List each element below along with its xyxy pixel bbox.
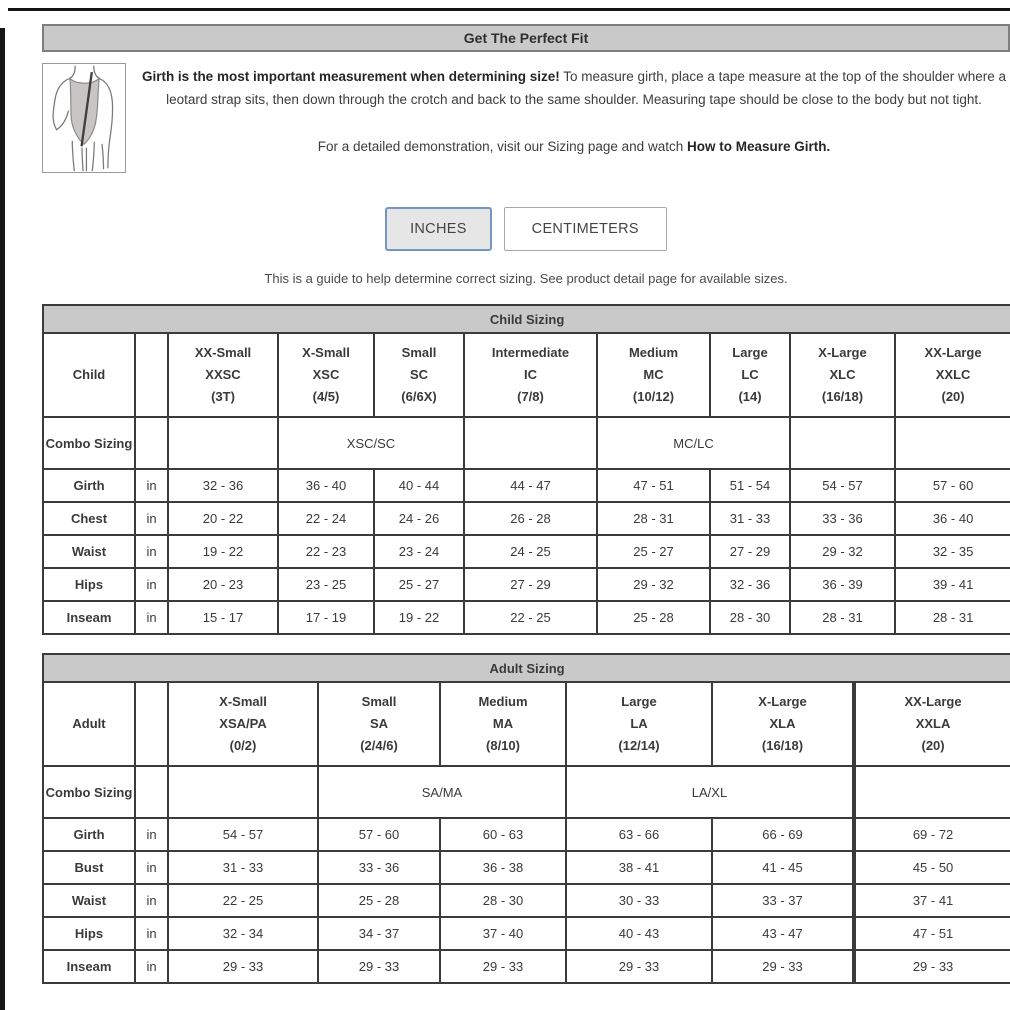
inches-button[interactable]: INCHES [385, 207, 492, 251]
girth-instruction-rest: To measure girth, place a tape measure at the top of the shoulder where a leotard strap sits, then down through the crotch and back to the same shoulder. Measuring tape should be close to the body but not tight. [166, 69, 1007, 107]
value-cell: 36 - 40 [278, 469, 374, 502]
child-col-x-small: X-Small XSC (4/5) [278, 333, 374, 417]
child-chest-row [43, 502, 1010, 535]
adult-bust-row [43, 851, 1010, 884]
adult-combo-row [43, 766, 1010, 818]
unit-cell: in [135, 502, 168, 535]
adult-combo-sa-ma: SA/MA [318, 766, 566, 818]
unit-cell: in [135, 884, 168, 917]
value-cell: 33 - 36 [790, 502, 895, 535]
unit-cell: in [135, 568, 168, 601]
value-cell: 37 - 40 [440, 917, 566, 950]
adult-combo-la-xl: LA/XL [566, 766, 854, 818]
child-hips-row [43, 568, 1010, 601]
value-cell: 22 - 25 [464, 601, 597, 634]
value-cell: 28 - 31 [790, 601, 895, 634]
row-label: Hips [43, 568, 135, 601]
value-cell: 33 - 36 [318, 851, 440, 884]
value-cell: 29 - 33 [566, 950, 712, 983]
sizing-guide-note: This is a guide to help determine correct sizing. See product detail page for available sizes. [264, 271, 788, 286]
value-cell: 40 - 43 [566, 917, 712, 950]
left-border-strip [0, 28, 5, 1010]
adult-hips-row [43, 917, 1010, 950]
adult-col-x-large: X-Large XLA (16/18) [712, 682, 854, 766]
leotard-figure-icon [43, 64, 125, 172]
empty-cell [168, 417, 278, 469]
adult-girth-row [43, 818, 1010, 851]
value-cell: 25 - 28 [318, 884, 440, 917]
row-label: Inseam [43, 601, 135, 634]
unit-cell: in [135, 851, 168, 884]
value-cell: 28 - 31 [597, 502, 710, 535]
value-cell: 29 - 33 [318, 950, 440, 983]
value-cell: 22 - 25 [168, 884, 318, 917]
unit-header-cell [135, 333, 168, 417]
adult-col-small: Small SA (2/4/6) [318, 682, 440, 766]
child-table-title: Child Sizing [43, 305, 1010, 333]
value-cell: 29 - 33 [712, 950, 854, 983]
value-cell: 25 - 28 [597, 601, 710, 634]
content-area [42, 24, 1010, 984]
child-sizing-table [42, 304, 1010, 635]
adult-header-row [43, 682, 1010, 766]
unit-header-cell [135, 682, 168, 766]
unit-toggle [42, 207, 1010, 251]
value-cell: 19 - 22 [374, 601, 464, 634]
child-col-xx-large: XX-Large XXLC (20) [895, 333, 1010, 417]
value-cell: 37 - 41 [854, 884, 1010, 917]
child-waist-row [43, 535, 1010, 568]
value-cell: 41 - 45 [712, 851, 854, 884]
adult-col-medium: Medium MA (8/10) [440, 682, 566, 766]
demo-line [138, 135, 1010, 158]
value-cell: 54 - 57 [168, 818, 318, 851]
adult-waist-row [43, 884, 1010, 917]
value-cell: 54 - 57 [790, 469, 895, 502]
child-col-large: Large LC (14) [710, 333, 790, 417]
demo-line-bold: How to Measure Girth. [686, 139, 831, 154]
value-cell: 15 - 17 [168, 601, 278, 634]
child-col-small: Small SC (6/6X) [374, 333, 464, 417]
empty-cell [135, 766, 168, 818]
girth-instruction-paragraph [138, 65, 1010, 111]
child-row-header: Child [43, 333, 135, 417]
unit-cell: in [135, 469, 168, 502]
value-cell: 33 - 37 [712, 884, 854, 917]
child-combo-mc-lc: MC/LC [597, 417, 790, 469]
empty-cell [168, 766, 318, 818]
value-cell: 63 - 66 [566, 818, 712, 851]
value-cell: 17 - 19 [278, 601, 374, 634]
value-cell: 32 - 35 [895, 535, 1010, 568]
page-title: Get The Perfect Fit [42, 24, 1010, 52]
value-cell: 39 - 41 [895, 568, 1010, 601]
unit-cell: in [135, 818, 168, 851]
value-cell: 19 - 22 [168, 535, 278, 568]
child-inseam-row [43, 601, 1010, 634]
value-cell: 44 - 47 [464, 469, 597, 502]
empty-cell [895, 417, 1010, 469]
centimeters-button[interactable]: CENTIMETERS [504, 207, 667, 251]
value-cell: 31 - 33 [168, 851, 318, 884]
value-cell: 29 - 32 [790, 535, 895, 568]
child-col-xx-small: XX-Small XXSC (3T) [168, 333, 278, 417]
value-cell: 45 - 50 [854, 851, 1010, 884]
child-combo-row [43, 417, 1010, 469]
row-label: Hips [43, 917, 135, 950]
value-cell: 23 - 24 [374, 535, 464, 568]
empty-cell [464, 417, 597, 469]
adult-table-title: Adult Sizing [43, 654, 1010, 682]
top-border-line [8, 8, 1010, 11]
value-cell: 34 - 37 [318, 917, 440, 950]
adult-row-header: Adult [43, 682, 135, 766]
value-cell: 66 - 69 [712, 818, 854, 851]
row-label: Girth [43, 469, 135, 502]
value-cell: 30 - 33 [566, 884, 712, 917]
value-cell: 28 - 30 [440, 884, 566, 917]
girth-measurement-diagram [42, 63, 126, 173]
row-label: Waist [43, 535, 135, 568]
child-col-intermediate: Intermediate IC (7/8) [464, 333, 597, 417]
row-label: Bust [43, 851, 135, 884]
combo-sizing-label: Combo Sizing [43, 766, 135, 818]
value-cell: 28 - 30 [710, 601, 790, 634]
child-col-x-large: X-Large XLC (16/18) [790, 333, 895, 417]
value-cell: 36 - 39 [790, 568, 895, 601]
value-cell: 20 - 23 [168, 568, 278, 601]
value-cell: 26 - 28 [464, 502, 597, 535]
unit-cell: in [135, 535, 168, 568]
row-label: Waist [43, 884, 135, 917]
empty-cell [790, 417, 895, 469]
value-cell: 24 - 25 [464, 535, 597, 568]
row-label: Girth [43, 818, 135, 851]
unit-cell: in [135, 950, 168, 983]
value-cell: 24 - 26 [374, 502, 464, 535]
value-cell: 27 - 29 [710, 535, 790, 568]
child-header-row [43, 333, 1010, 417]
child-col-medium: Medium MC (10/12) [597, 333, 710, 417]
value-cell: 29 - 33 [168, 950, 318, 983]
child-combo-xsc-sc: XSC/SC [278, 417, 464, 469]
girth-instruction-bold: Girth is the most important measurement when determining size! [141, 69, 560, 84]
adult-sizing-table [42, 653, 1010, 984]
child-girth-row [43, 469, 1010, 502]
child-title-row [43, 305, 1010, 333]
value-cell: 40 - 44 [374, 469, 464, 502]
value-cell: 36 - 40 [895, 502, 1010, 535]
value-cell: 60 - 63 [440, 818, 566, 851]
demo-line-text: For a detailed demonstration, visit our Sizing page and watch [317, 139, 687, 154]
value-cell: 22 - 24 [278, 502, 374, 535]
value-cell: 31 - 33 [710, 502, 790, 535]
value-cell: 29 - 33 [440, 950, 566, 983]
value-cell: 38 - 41 [566, 851, 712, 884]
value-cell: 20 - 22 [168, 502, 278, 535]
value-cell: 32 - 36 [710, 568, 790, 601]
value-cell: 29 - 33 [854, 950, 1010, 983]
value-cell: 32 - 36 [168, 469, 278, 502]
value-cell: 47 - 51 [597, 469, 710, 502]
value-cell: 29 - 32 [597, 568, 710, 601]
adult-col-large: Large LA (12/14) [566, 682, 712, 766]
value-cell: 43 - 47 [712, 917, 854, 950]
adult-inseam-row [43, 950, 1010, 983]
value-cell: 36 - 38 [440, 851, 566, 884]
value-cell: 22 - 23 [278, 535, 374, 568]
value-cell: 27 - 29 [464, 568, 597, 601]
unit-cell: in [135, 917, 168, 950]
value-cell: 57 - 60 [895, 469, 1010, 502]
value-cell: 57 - 60 [318, 818, 440, 851]
empty-cell [135, 417, 168, 469]
unit-cell: in [135, 601, 168, 634]
empty-cell [854, 766, 1010, 818]
value-cell: 32 - 34 [168, 917, 318, 950]
adult-col-x-small: X-Small XSA/PA (0/2) [168, 682, 318, 766]
value-cell: 23 - 25 [278, 568, 374, 601]
value-cell: 25 - 27 [374, 568, 464, 601]
row-label: Inseam [43, 950, 135, 983]
adult-col-xx-large: XX-Large XXLA (20) [854, 682, 1010, 766]
value-cell: 28 - 31 [895, 601, 1010, 634]
value-cell: 25 - 27 [597, 535, 710, 568]
row-label: Chest [43, 502, 135, 535]
value-cell: 51 - 54 [710, 469, 790, 502]
value-cell: 47 - 51 [854, 917, 1010, 950]
combo-sizing-label: Combo Sizing [43, 417, 135, 469]
adult-title-row [43, 654, 1010, 682]
value-cell: 69 - 72 [854, 818, 1010, 851]
girth-instructions [138, 63, 1010, 173]
intro-section [42, 63, 1010, 173]
